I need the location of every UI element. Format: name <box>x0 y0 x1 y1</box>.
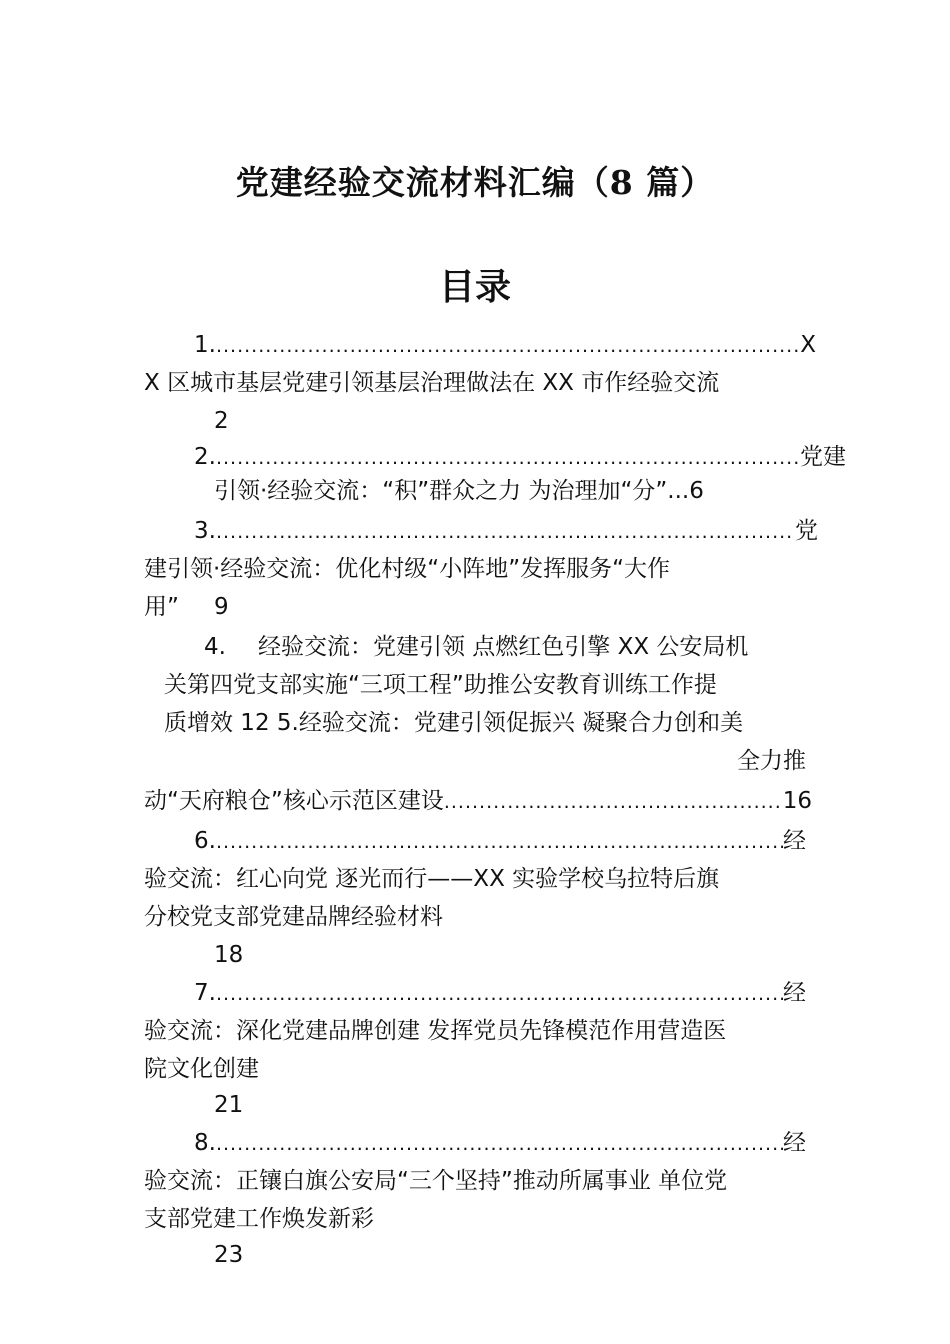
toc-entry-7-page: 21 <box>214 1092 244 1118</box>
toc-entry-1-leader-line[interactable] <box>194 328 816 363</box>
document-title: 党建经验交流材料汇编（8 篇） <box>235 163 715 202</box>
toc-entry-2-page: ...6 <box>667 478 704 504</box>
toc-entry-5-title-start: 全力推 <box>737 748 806 774</box>
toc-entry-8-page: 23 <box>214 1242 244 1268</box>
toc-entry-1-title[interactable]: X 区城市基层党建引领基层治理做法在 XX 市作经验交流 <box>144 370 720 396</box>
toc-entry-5-leader-line[interactable] <box>144 784 812 819</box>
toc-leader-dots <box>216 977 783 1011</box>
toc-entry-6-page: 18 <box>214 942 244 968</box>
toc-entry-3-title-end: 用” <box>144 594 179 620</box>
toc-entry-1-title-start: X <box>800 332 816 358</box>
toc-entry-7-title-end: 院文化创建 <box>144 1056 259 1082</box>
toc-leader-dots <box>216 1127 783 1161</box>
toc-leader-dots <box>216 441 800 475</box>
toc-entry-7-title[interactable]: 验交流：深化党建品牌创建 发挥党员先锋模范作用营造医 <box>144 1018 727 1044</box>
toc-entry-4-number: 4. <box>204 634 226 660</box>
toc-entry-3-title[interactable]: 建引领·经验交流：优化村级“小阵地”发挥服务“大作 <box>144 556 671 582</box>
toc-leader-dots <box>216 825 783 859</box>
toc-entry-2-number: 2. <box>194 444 216 470</box>
toc-entry-5-page: 16 <box>782 788 812 814</box>
toc-entry-2-title[interactable] <box>214 474 704 508</box>
toc-entry-1-number: 1. <box>194 332 216 358</box>
toc-entry-8-title-end: 支部党建工作焕发新彩 <box>144 1206 374 1232</box>
toc-entry-2-leader-line[interactable] <box>194 440 846 475</box>
toc-entry-3-number: 3. <box>194 518 216 544</box>
toc-entry-3-leader-line[interactable] <box>194 514 818 549</box>
toc-entry-8-title[interactable]: 验交流：正镶白旗公安局“三个坚持”推动所属事业 单位党 <box>144 1168 728 1194</box>
toc-entry-2-title-start: 党建 <box>800 444 846 470</box>
toc-entry-6-number: 6. <box>194 828 216 854</box>
toc-entry-8-number: 8. <box>194 1130 216 1156</box>
toc-entry-3-page: 9 <box>214 594 229 620</box>
toc-leader-dots <box>216 515 795 549</box>
toc-entry-6-leader-line[interactable] <box>194 824 806 859</box>
toc-entry-7-number: 7. <box>194 980 216 1006</box>
toc-entry-5-title: 动“天府粮仓”核心示范区建设 <box>144 788 444 814</box>
toc-entry-6-title[interactable]: 验交流：红心向党 逐光而行——XX 实验学校乌拉特后旗 <box>144 866 720 892</box>
toc-entry-4-title-end: 质增效 12 5.经验交流：党建引领促振兴 凝聚合力创和美 <box>164 710 744 736</box>
toc-entry-8-leader-line[interactable] <box>194 1126 806 1161</box>
toc-entry-8-title-start: 经 <box>783 1130 806 1156</box>
toc-entry-6-title-end: 分校党支部党建品牌经验材料 <box>144 904 443 930</box>
toc-entry-2-title-text: 引领·经验交流：“积”群众之力 为治理加“分” <box>214 478 668 504</box>
toc-leader-dots <box>216 329 800 363</box>
toc-entry-7-title-start: 经 <box>783 980 806 1006</box>
toc-entry-6-title-start: 经 <box>783 828 806 854</box>
toc-heading: 目录 <box>438 266 511 308</box>
toc-entry-1-page: 2 <box>214 408 229 434</box>
toc-leader-dots <box>444 785 783 819</box>
toc-entry-4-title-start: 经验交流：党建引领 点燃红色引擎 XX 公安局机 <box>257 634 749 660</box>
toc-entry-3-title-start: 党 <box>795 518 818 544</box>
toc-entry-7-leader-line[interactable] <box>194 976 806 1011</box>
toc-entry-4-title: 关第四党支部实施“三项工程”助推公安教育训练工作提 <box>164 672 717 698</box>
toc-entry-4[interactable] <box>204 630 748 664</box>
